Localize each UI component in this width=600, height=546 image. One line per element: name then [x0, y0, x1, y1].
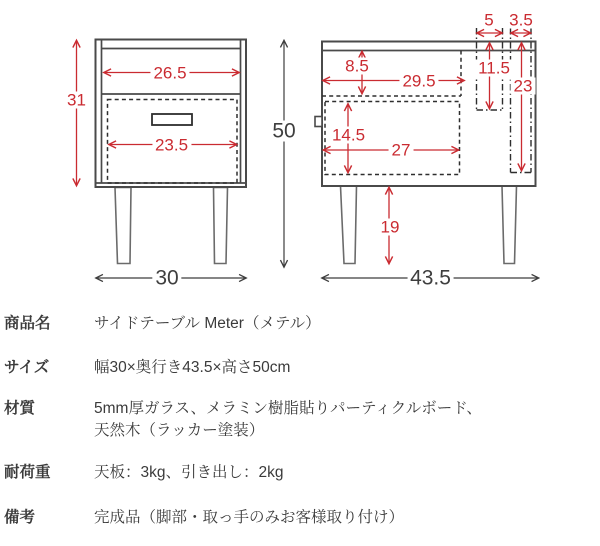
spec-label-remarks: 備考	[4, 509, 36, 526]
dim-side-leg-height: 19	[378, 218, 403, 235]
spec-value-material-line2: 天然木（ラッカー塗装）	[94, 422, 265, 439]
dim-side-drawer-height: 14.5	[329, 126, 368, 143]
spec-label-load-capacity: 耐荷重	[4, 464, 51, 481]
dim-front-body-height: 31	[64, 92, 89, 109]
front-view-overall-dimensions	[96, 41, 284, 279]
spec-row-size	[4, 357, 600, 379]
spec-row-remarks	[4, 507, 600, 529]
spec-value-remarks: 完成品（脚部・取っ手のみお客様取り付け）	[94, 509, 405, 526]
spec-table	[0, 300, 600, 529]
dim-total-depth: 43.5	[407, 268, 454, 289]
dim-front-shelf-width: 26.5	[150, 64, 189, 81]
spec-value-size: 幅30×奥行き43.5×高さ50cm	[94, 359, 291, 376]
side-handle-nub	[315, 117, 322, 127]
dim-side-shelf-depth: 29.5	[399, 72, 438, 89]
dim-side-back-recess: 11.5	[475, 59, 513, 76]
spec-label-product-name: 商品名	[4, 315, 51, 332]
spec-label-size: サイズ	[4, 359, 50, 376]
spec-row-material	[4, 398, 600, 442]
side-front-leg	[341, 186, 357, 264]
front-right-leg	[214, 188, 228, 264]
spec-value-material	[94, 398, 600, 442]
dim-front-drawer-width: 23.5	[152, 136, 191, 153]
dim-total-height: 50	[269, 121, 298, 142]
front-left-leg	[115, 188, 131, 264]
front-drawer-handle	[152, 114, 192, 125]
dim-total-width: 30	[152, 268, 181, 289]
dim-side-top-edge: 3.5	[506, 12, 536, 29]
dim-side-top-back: 5	[481, 12, 496, 29]
spec-label-material: 材質	[4, 400, 36, 417]
dim-side-shelf-height: 8.5	[342, 57, 372, 74]
spec-row-load-capacity	[4, 462, 600, 484]
spec-value-load-capacity: 天板：3kg、引き出し：2kg	[94, 464, 284, 481]
dim-side-side-recess: 23	[511, 77, 536, 94]
spec-value-product-name: サイドテーブル Meter（メテル）	[94, 315, 321, 332]
spec-value-material-line1: 5mm厚ガラス、メラミン樹脂貼りパーティクルボード、	[94, 400, 482, 417]
spec-row-product-name	[4, 313, 600, 335]
dim-side-drawer-depth: 27	[389, 142, 414, 159]
side-back-leg	[502, 186, 517, 264]
